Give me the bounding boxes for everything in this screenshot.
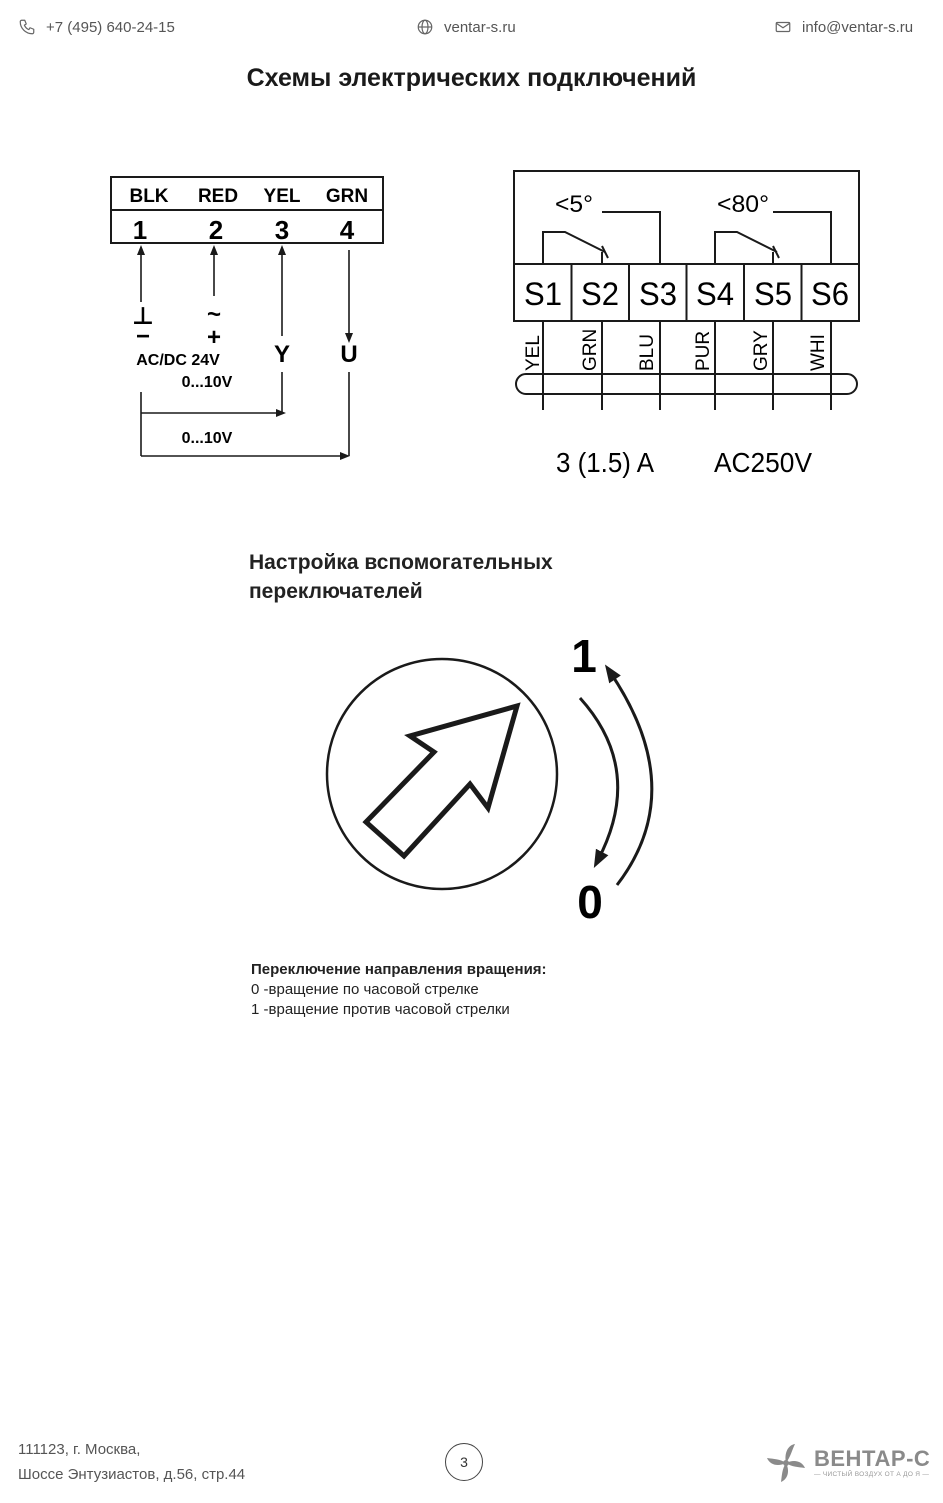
address-line2: Шоссе Энтузиастов, д.56, стр.44 [18, 1466, 246, 1483]
fan-icon [764, 1441, 808, 1485]
angle-label-2: <80° [717, 191, 769, 218]
rotate-cw-arrow-icon [580, 698, 618, 860]
terminal-number-2: 2 [208, 215, 224, 245]
brand-tagline: — ЧИСТЫЙ ВОЗДУХ ОТ А ДО Я — [814, 1471, 930, 1478]
voltage-rating: AC250V [714, 447, 813, 478]
page-title: Схемы электрических подключений [246, 64, 697, 92]
wire-color-blu: BLU [637, 334, 658, 371]
terminal-number-4: 4 [339, 215, 355, 245]
angle-label-1: <5° [555, 191, 593, 218]
wire-color-pur: PUR [693, 330, 714, 371]
aux-switch-title [249, 548, 553, 606]
phone-text: +7 (495) 640-24-15 [46, 18, 175, 36]
terminal-color-4: GRN [325, 186, 369, 207]
terminal-s1: S1 [524, 276, 562, 312]
aux-switch-title-line2: переключателей [249, 580, 423, 603]
footer-address [18, 1437, 245, 1487]
range-label-1: 0...10V [181, 374, 233, 391]
range-label-2: 0...10V [181, 430, 233, 447]
terminal-number-1: 1 [132, 215, 148, 245]
u-label: U [340, 341, 358, 368]
minus-symbol: − [135, 323, 151, 350]
wiring-diagram-actuator [0, 0, 943, 520]
wire-color-whi: WHI [808, 334, 829, 371]
rotation-note-1: 1 -вращение против часовой стрелки [251, 1001, 510, 1018]
ground-symbol: ⊥ [132, 303, 154, 330]
rotation-notes-heading: Переключение направления вращения: [251, 961, 547, 978]
brand-name: ВЕНТАР-С [814, 1446, 931, 1471]
page-number: 3 [445, 1443, 483, 1481]
terminal-color-3: YEL [263, 186, 301, 207]
supply-label: AC/DC 24V [136, 352, 220, 369]
terminal-s6: S6 [811, 276, 849, 312]
dial-arrow-icon [366, 706, 517, 856]
wiring-diagram-aux-switch [514, 171, 859, 478]
rotation-notes [251, 960, 547, 1020]
wire-color-gry: GRY [751, 330, 772, 371]
brand-text [814, 1447, 930, 1479]
position-0-label: 0 [577, 876, 603, 928]
website-text: ventar-s.ru [444, 18, 516, 36]
aux-switch-title-line1: Настройка вспомогательных [249, 551, 553, 574]
terminal-color-2: RED [197, 186, 239, 207]
brand-logo[interactable] [764, 1441, 930, 1485]
terminal-s2: S2 [581, 276, 619, 312]
terminal-s3: S3 [639, 276, 677, 312]
current-rating: 3 (1.5) A [556, 447, 655, 478]
terminal-color-1: BLK [129, 186, 169, 207]
wire-color-yel: YEL [523, 335, 544, 371]
address-line1: 111123, г. Москва, [18, 1441, 141, 1458]
email-text: info@ventar-s.ru [802, 18, 914, 36]
tilde-symbol: ~ [206, 301, 222, 328]
y-label: Y [273, 341, 291, 368]
plus-symbol: + [206, 324, 222, 351]
terminal-number-3: 3 [274, 215, 290, 245]
rotation-note-0: 0 -вращение по часовой стрелке [251, 981, 479, 998]
aux-switch-dial [300, 620, 700, 940]
wire-color-grn: GRN [580, 328, 601, 371]
position-1-label: 1 [571, 630, 597, 682]
terminal-s4: S4 [696, 276, 734, 312]
terminal-s5: S5 [754, 276, 792, 312]
